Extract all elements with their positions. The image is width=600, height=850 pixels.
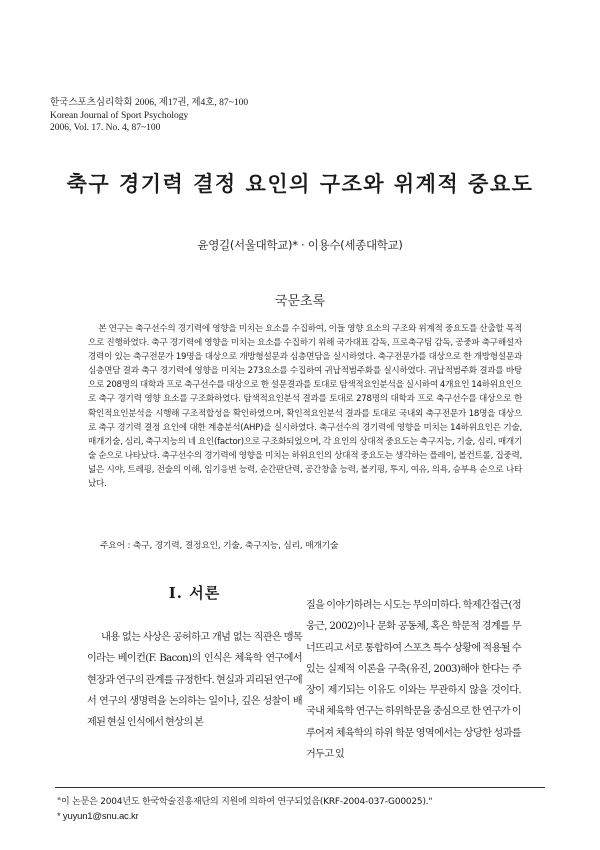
section-heading: Ⅰ. 서론: [168, 584, 221, 602]
footnote-email: * yuyun1@snu.ac.kr: [57, 811, 139, 822]
journal-line-volume: 2006, Vol. 17. No. 4, 87~100: [50, 123, 161, 133]
keywords: 주요어 : 축구, 경기력, 결정요인, 기술, 축구지능, 심리, 매개기술: [100, 541, 339, 551]
body-column-right: 질을 이야기하려는 시도는 무의미하다. 학제간접근(정웅근, 2002)이나 문화 공동체, 혹은 학문적 경계를 무너뜨리고 서로 통합하여 스포츠 특수 상황에 적용될 수 있는 실제적 이론을 구축(유진, 2003)해야 한다는 주장이 제기되는 이유도 이와는 무관하지 않을 것이다. 국내 체육학 연구는 하위학문을 중심으로 한 연구가 이루어져 체육학의 하위 학문 영역에서는 상당한 성과를 거두고 있: [306, 600, 521, 761]
paper-title: 축구 경기력 결정 요인의 구조와 위계적 중요도: [66, 171, 534, 196]
abstract-body: 본 연구는 축구선수의 경기력에 영향을 미치는 요소를 수집하여, 이들 영향 요소의 구조와 위계적 중요도를 산출할 목적으로 진행하였다. 축구 경기력에 영향을 미치는 요소를 수집하기 위해 국가대표 감독, 프로축구팀 감독, 공중파 축구해설자 경력이 있는 축구전문가 19명을 대상으로 개방형설문과 심층면담을 실시하였다. 축구전문가를 대상으로 한 개방형설문과 심층면담 결과 축구 경기력에 영향을 미치는 273요소를 수집하여 귀납적범주화를 실시하였다. 귀납적범주화 결과를 바탕으로 208명의 대학과 프로 축구선수를 대상으로 한 설문결과를 토대로 탐색적요인분석을 실시하여 4개요인 14하위요인으로 축구 경기력 영향 요소를 구조화하였다. 탐색적요인분석 결과를 토대로 278명의 대학과 프로 축구선수를 대상으로 한 확인적요인분석을 시행해 구조적합성을 확인하였으며, 확인적요인분석 결과를 토대로 국내외 축구전문가 18명을 대상으로 축구 경기력 결정 요인에 대한 계층분석(AHP)을 실시하였다. 축구선수의 경기력에 영향을 미치는 14하위요인은 기술, 매개기술, 심리, 축구지능의 네 요인(factor)으로 구조화되었으며, 각 요인의 상대적 중요도는 축구지능, 기술, 심리, 매개기술 순으로 나타났다. 축구선수의 경기력에 영향을 미치는 하위요인의 상대적 중요도는 생각하는 플레이, 볼컨트롤, 집중력, 넓은 시야, 트레핑, 전술의 이해, 임기응변 능력, 순간판단력, 공간창출 능력, 볼키핑, 투지, 여유, 의욕, 승부욕 순으로 나타났다.: [88, 324, 522, 490]
body-column-left: 내용 없는 사상은 공허하고 개념 없는 직관은 맹목이라는 베이컨(F. Bacon)의 인식은 체육학 연구에서 현장과 연구의 관계를 규정한다. 현실과 괴리된 연구에서 연구의 생명력을 논의하는 일이나, 깊은 성찰이 배제된 현실 인식에서 현상의 본: [87, 632, 302, 729]
journal-info: [50, 97, 350, 135]
abstract-heading: 국문초록: [274, 294, 326, 309]
footnote-funding: "이 논문은 2004년도 한국학술진흥재단의 지원에 의하여 연구되었음(KRF-2004-037-G00025).": [57, 797, 433, 807]
authors: 윤영길(서울대학교)* · 이용수(세종대학교): [197, 238, 403, 252]
journal-line-korean: 한국스포츠심리학회 2006, 제17권, 제4호, 87~100: [50, 98, 249, 108]
journal-line-english: Korean Journal of Sport Psychology: [50, 110, 189, 121]
footnote-divider: [55, 787, 545, 788]
